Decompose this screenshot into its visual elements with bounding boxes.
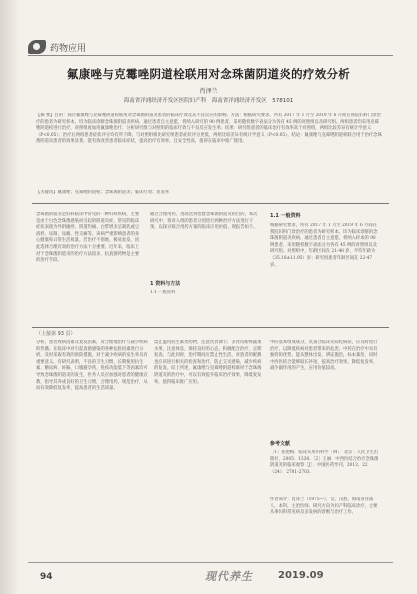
body-column-3: 根据研究要求，所有 2017 年 1 月至 2019 年 6 月间在我院妇科门诊治疗的患者为研究样本，均为临床诊断的念珠菌阴道炎疾病，通过患者自主意愿，将纳入样本的 90 例患者，采用随机数字表法分为各有 45 例的对照组以及研究组。对照组中，年龄区间在 21-48 岁，平均年龄为（35.18±11.95）岁；研究组患者年龄区间在 22-47 岁。 (270, 223, 378, 268)
issue-date: 2019.09 (278, 570, 324, 581)
abstract: 【摘 要】目的：探讨氟康唑与克霉唑阴道栓联用对念珠菌阴道炎患者的临床疗效及其不良反应的影响。方法：根据研究要求，所有 2017 年 1 月至 2019 年 6 月间在我院妇科门诊治疗的患者为研究样本，均为临床诊断念珠菌阴道炎疾病，通过患者自主意愿，将纳入研究的 90 例患者，采用随机数字表法分为各有 45 例的对照组以及研究组。两组患者均采用克霉唑阴道栓进行治疗，对照组再加用氟康唑治疗，分析研究组与对照组的临床疗效与不良反应发生率；结果：研究组患者的临床治疗有效率高于对照组，两组比较差异有统计学意义（P<0.05）；治疗后两组患者症状评分均有所下降，与对照组相比研究组患者症状评分更低，两组比较差异有统计学意义（P<0.05）。结论：氟康唑与克霉唑阴道栓联合用于治疗念珠菌阴道炎患者的效果显著，能有效改善患者临床症状，提高治疗有效率，且安全性高，值得在临床中推广使用。 (36, 113, 382, 145)
body-column-5: 禁止滥用抗生素类药物，注意饮食调节，多食用新鲜蔬菜水果，注意休息，保持良好的心态，积极配合治疗，定期复查。与此同时，治疗期间应禁止性生活，对患者的配偶也应该进行相关的检查和治疗，防止交叉感染，减少疾病的复发。综上所述，氟康唑与克霉唑阴道栓联用于念珠菌阴道炎的治疗中，可以有效提升临床治疗效果，降低复发率，值得临床推广应用。 (154, 340, 262, 385)
keywords: 【关键词】氟康唑；克霉唑阴道栓；念珠菌阴道炎；临床疗效；复发率 (36, 190, 170, 195)
references-heading: 参考文献 (270, 441, 291, 447)
article-affiliation: 海南省洋浦经济开发区医院妇产科 海南省洋浦经济开发区 578101 (123, 98, 294, 104)
magazine-name: 现代养生 (205, 570, 253, 583)
body-column-4: 分析，患者致病因素及复发因素，对合理地治疗与减少疾病的传播。在临床中对引起真菌感染的各种危险因素进行分析，及时采取有效的预防措施，对于减少疾病的发生率具有重要意义。有研究表明，不良的卫生习惯、长期使用抗生素、糖尿病、妊娠、口服避孕药、免疫功能低下等因素均可导致念珠菌阴道炎的发生，医务人员应加强对患者的健康宣教，指导其养成良好的卫生习惯，合理用药，规范治疗，从而有效降低复发率，提高患者的生活质量。 (36, 340, 148, 392)
article-title: 氟康唑与克霉唑阴道栓联用对念珠菌阴道炎的疗效分析 (66, 67, 351, 81)
article-author: 肖泽兰 (199, 88, 218, 95)
body-column-2: 通过合理用药，进而达到治愈念珠菌阴道炎的目的，本次研究中，将对入组的患者分别进行两种治疗方法进行干预，以探讨联合用药方案的临床应用价值，现报告如下。 (150, 212, 258, 231)
continued-from: （上接第 93 页） (36, 331, 76, 337)
footer-rule (28, 562, 393, 563)
author-bio: 作者简介：肖泽兰（1975—），女，汉族，海南省洋浦人，本科，主治医师，研究方向为妇产科临床诊疗，主要从事妇科常见病及多发病的诊断与治疗工作。 (270, 497, 378, 516)
continuation-rule (32, 327, 389, 328)
page-number: 94 (40, 572, 53, 582)
section-rule (32, 203, 389, 204)
body-column-2b: 1.1 一般资料 (150, 290, 176, 295)
leaf-logo-icon (28, 40, 46, 54)
body-column-6: 中的基本组成成分，具备合临床实际化病症，应及时进行治疗，以降低疾病对患者带来的危害。中药在治疗中具有独特的优势，能从整体出发，辨证施治，标本兼治，同时中西医结合能够取长补短，提高治疗效果，降低复发率，减少副作用的产生，应用价值较高。 (270, 340, 378, 372)
column-name: 药物应用 (50, 43, 87, 54)
body-column-1: 念珠菌阴道炎是妇科临床中常见的一种妇科疾病，主要是由于白色念珠菌感染而引起的阴道炎症，常见的临床症状表现为外阴瘙痒、阴道灼痛、白带增多呈凝乳或豆渣样、尿频、尿痛、性交痛等，该病严重影响患者的身心健康和日常生活质量。若治疗不彻底，极易复发，因此选择合理有效的治疗方法十分重要。近年来，临床上对于念珠菌阴道炎的治疗方法较多，抗真菌药物是主要的治疗手段。 (36, 212, 140, 264)
header-rule (28, 55, 393, 56)
section-heading: 1 资料与方法 (150, 281, 181, 287)
column-header (28, 38, 86, 56)
subsection-heading: 1.1 一般资料 (270, 213, 301, 219)
references-list: ［1］张艳梅．临床实用妇科学［M］．北京：人民卫生出版社，2005：1338．［2］王丽．中西医结合治疗念珠菌阴道炎的临床观察［J］．中国医药导刊，2013，22（24）：2701-2703． (270, 450, 379, 475)
